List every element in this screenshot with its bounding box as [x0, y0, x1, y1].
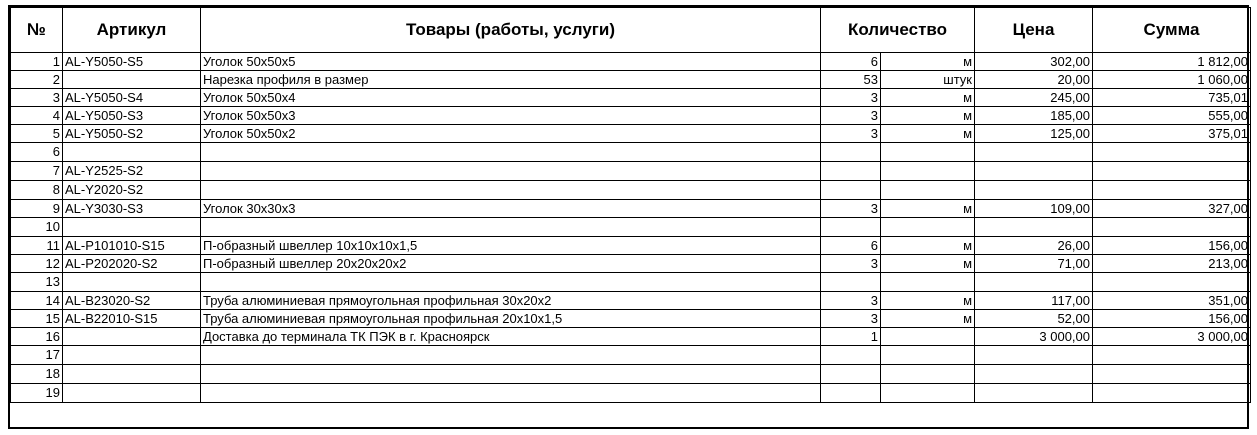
unit-cell	[881, 181, 975, 200]
table-row	[11, 237, 1251, 255]
sum-cell	[1093, 181, 1251, 200]
unit-cell	[881, 273, 975, 292]
article-cell	[63, 143, 201, 162]
quantity-cell	[821, 273, 881, 292]
quantity-cell: 3	[821, 292, 881, 310]
table-row	[11, 273, 1251, 292]
quantity-cell	[821, 218, 881, 237]
goods-cell	[201, 346, 821, 365]
sum-cell	[1093, 218, 1251, 237]
article-cell: AL-Y2525-S2	[63, 162, 201, 181]
sum-cell: 213,00	[1093, 255, 1251, 273]
table-header-row	[11, 8, 1251, 53]
price-cell	[975, 365, 1093, 384]
header-sum: Сумма	[1093, 8, 1251, 53]
quantity-cell: 3	[821, 255, 881, 273]
sum-cell	[1093, 143, 1251, 162]
header-goods: Товары (работы, услуги)	[201, 8, 821, 53]
goods-cell	[201, 273, 821, 292]
unit-cell	[881, 218, 975, 237]
table-row	[11, 218, 1251, 237]
sum-cell	[1093, 365, 1251, 384]
unit-cell	[881, 346, 975, 365]
quantity-cell: 3	[821, 89, 881, 107]
goods-cell	[201, 143, 821, 162]
row-number: 10	[11, 218, 63, 237]
article-cell: AL-Y5050-S4	[63, 89, 201, 107]
price-cell: 109,00	[975, 200, 1093, 218]
sum-cell: 327,00	[1093, 200, 1251, 218]
price-cell: 3 000,00	[975, 328, 1093, 346]
unit-cell: м	[881, 107, 975, 125]
article-cell: AL-Y5050-S2	[63, 125, 201, 143]
unit-cell: м	[881, 200, 975, 218]
article-cell	[63, 384, 201, 403]
quantity-cell	[821, 346, 881, 365]
goods-cell	[201, 181, 821, 200]
unit-cell	[881, 365, 975, 384]
invoice-table	[10, 7, 1251, 403]
row-number: 14	[11, 292, 63, 310]
goods-cell: Нарезка профиля в размер	[201, 71, 821, 89]
unit-cell	[881, 328, 975, 346]
article-cell	[63, 328, 201, 346]
row-number: 12	[11, 255, 63, 273]
article-cell: AL-Y3030-S3	[63, 200, 201, 218]
sum-cell: 735,01	[1093, 89, 1251, 107]
table-row	[11, 328, 1251, 346]
quantity-cell	[821, 181, 881, 200]
row-number: 17	[11, 346, 63, 365]
unit-cell: м	[881, 255, 975, 273]
price-cell: 117,00	[975, 292, 1093, 310]
table-row	[11, 162, 1251, 181]
quantity-cell: 1	[821, 328, 881, 346]
table-row	[11, 89, 1251, 107]
row-number: 18	[11, 365, 63, 384]
sum-cell: 156,00	[1093, 237, 1251, 255]
quantity-cell	[821, 162, 881, 181]
row-number: 1	[11, 53, 63, 71]
price-cell: 71,00	[975, 255, 1093, 273]
row-number: 3	[11, 89, 63, 107]
row-number: 11	[11, 237, 63, 255]
price-cell: 125,00	[975, 125, 1093, 143]
quantity-cell: 53	[821, 71, 881, 89]
header-article: Артикул	[63, 8, 201, 53]
quantity-cell	[821, 143, 881, 162]
sum-cell: 555,00	[1093, 107, 1251, 125]
unit-cell: м	[881, 292, 975, 310]
price-cell	[975, 384, 1093, 403]
article-cell: AL-B23020-S2	[63, 292, 201, 310]
price-cell: 52,00	[975, 310, 1093, 328]
table-row	[11, 181, 1251, 200]
unit-cell: штук	[881, 71, 975, 89]
sum-cell	[1093, 273, 1251, 292]
price-cell: 302,00	[975, 53, 1093, 71]
article-cell: AL-Y5050-S5	[63, 53, 201, 71]
article-cell: AL-P101010-S15	[63, 237, 201, 255]
sum-cell	[1093, 384, 1251, 403]
unit-cell	[881, 162, 975, 181]
article-cell: AL-B22010-S15	[63, 310, 201, 328]
goods-cell: Уголок 50х50х3	[201, 107, 821, 125]
row-number: 9	[11, 200, 63, 218]
article-cell	[63, 346, 201, 365]
goods-cell: П-образный швеллер 10х10х10х1,5	[201, 237, 821, 255]
row-number: 13	[11, 273, 63, 292]
price-cell	[975, 162, 1093, 181]
table-row	[11, 200, 1251, 218]
price-cell: 20,00	[975, 71, 1093, 89]
goods-cell: Уголок 30х30х3	[201, 200, 821, 218]
goods-cell: Уголок 50х50х2	[201, 125, 821, 143]
goods-cell	[201, 365, 821, 384]
table-row	[11, 125, 1251, 143]
quantity-cell: 6	[821, 53, 881, 71]
sum-cell	[1093, 346, 1251, 365]
row-number: 7	[11, 162, 63, 181]
article-cell: AL-Y2020-S2	[63, 181, 201, 200]
article-cell	[63, 71, 201, 89]
price-cell	[975, 218, 1093, 237]
row-number: 8	[11, 181, 63, 200]
article-cell	[63, 273, 201, 292]
goods-cell: Уголок 50х50х5	[201, 53, 821, 71]
article-cell: AL-P202020-S2	[63, 255, 201, 273]
sum-cell: 351,00	[1093, 292, 1251, 310]
sum-cell: 1 812,00	[1093, 53, 1251, 71]
unit-cell	[881, 384, 975, 403]
quantity-cell	[821, 365, 881, 384]
table-row	[11, 384, 1251, 403]
sum-cell: 1 060,00	[1093, 71, 1251, 89]
price-cell	[975, 143, 1093, 162]
sum-cell: 375,01	[1093, 125, 1251, 143]
row-number: 15	[11, 310, 63, 328]
header-quantity: Количество	[821, 8, 975, 53]
sum-cell: 156,00	[1093, 310, 1251, 328]
price-cell: 26,00	[975, 237, 1093, 255]
goods-cell	[201, 162, 821, 181]
unit-cell: м	[881, 89, 975, 107]
table-row	[11, 143, 1251, 162]
table-row	[11, 346, 1251, 365]
row-number: 16	[11, 328, 63, 346]
price-cell	[975, 181, 1093, 200]
table-row	[11, 53, 1251, 71]
table-row	[11, 310, 1251, 328]
sum-cell	[1093, 162, 1251, 181]
quantity-cell: 3	[821, 200, 881, 218]
row-number: 4	[11, 107, 63, 125]
quantity-cell: 3	[821, 310, 881, 328]
row-number: 2	[11, 71, 63, 89]
goods-cell: Труба алюминиевая прямоугольная профильная 30х20х2	[201, 292, 821, 310]
table-row	[11, 71, 1251, 89]
goods-cell: П-образный швеллер 20х20х20х2	[201, 255, 821, 273]
goods-cell: Доставка до терминала ТК ПЭК в г. Красноярск	[201, 328, 821, 346]
article-cell	[63, 365, 201, 384]
goods-cell	[201, 218, 821, 237]
quantity-cell	[821, 384, 881, 403]
row-number: 6	[11, 143, 63, 162]
table-row	[11, 107, 1251, 125]
quantity-cell: 3	[821, 125, 881, 143]
table-row	[11, 365, 1251, 384]
price-cell	[975, 346, 1093, 365]
row-number: 19	[11, 384, 63, 403]
price-cell: 185,00	[975, 107, 1093, 125]
unit-cell: м	[881, 310, 975, 328]
unit-cell: м	[881, 53, 975, 71]
row-number: 5	[11, 125, 63, 143]
price-cell	[975, 273, 1093, 292]
article-cell: AL-Y5050-S3	[63, 107, 201, 125]
header-price: Цена	[975, 8, 1093, 53]
goods-cell	[201, 384, 821, 403]
table-row	[11, 292, 1251, 310]
price-cell: 245,00	[975, 89, 1093, 107]
unit-cell: м	[881, 237, 975, 255]
table-row	[11, 255, 1251, 273]
sum-cell: 3 000,00	[1093, 328, 1251, 346]
goods-cell: Труба алюминиевая прямоугольная профильная 20х10х1,5	[201, 310, 821, 328]
header-num: №	[11, 8, 63, 53]
article-cell	[63, 218, 201, 237]
quantity-cell: 6	[821, 237, 881, 255]
unit-cell: м	[881, 125, 975, 143]
quantity-cell: 3	[821, 107, 881, 125]
goods-cell: Уголок 50х50х4	[201, 89, 821, 107]
unit-cell	[881, 143, 975, 162]
